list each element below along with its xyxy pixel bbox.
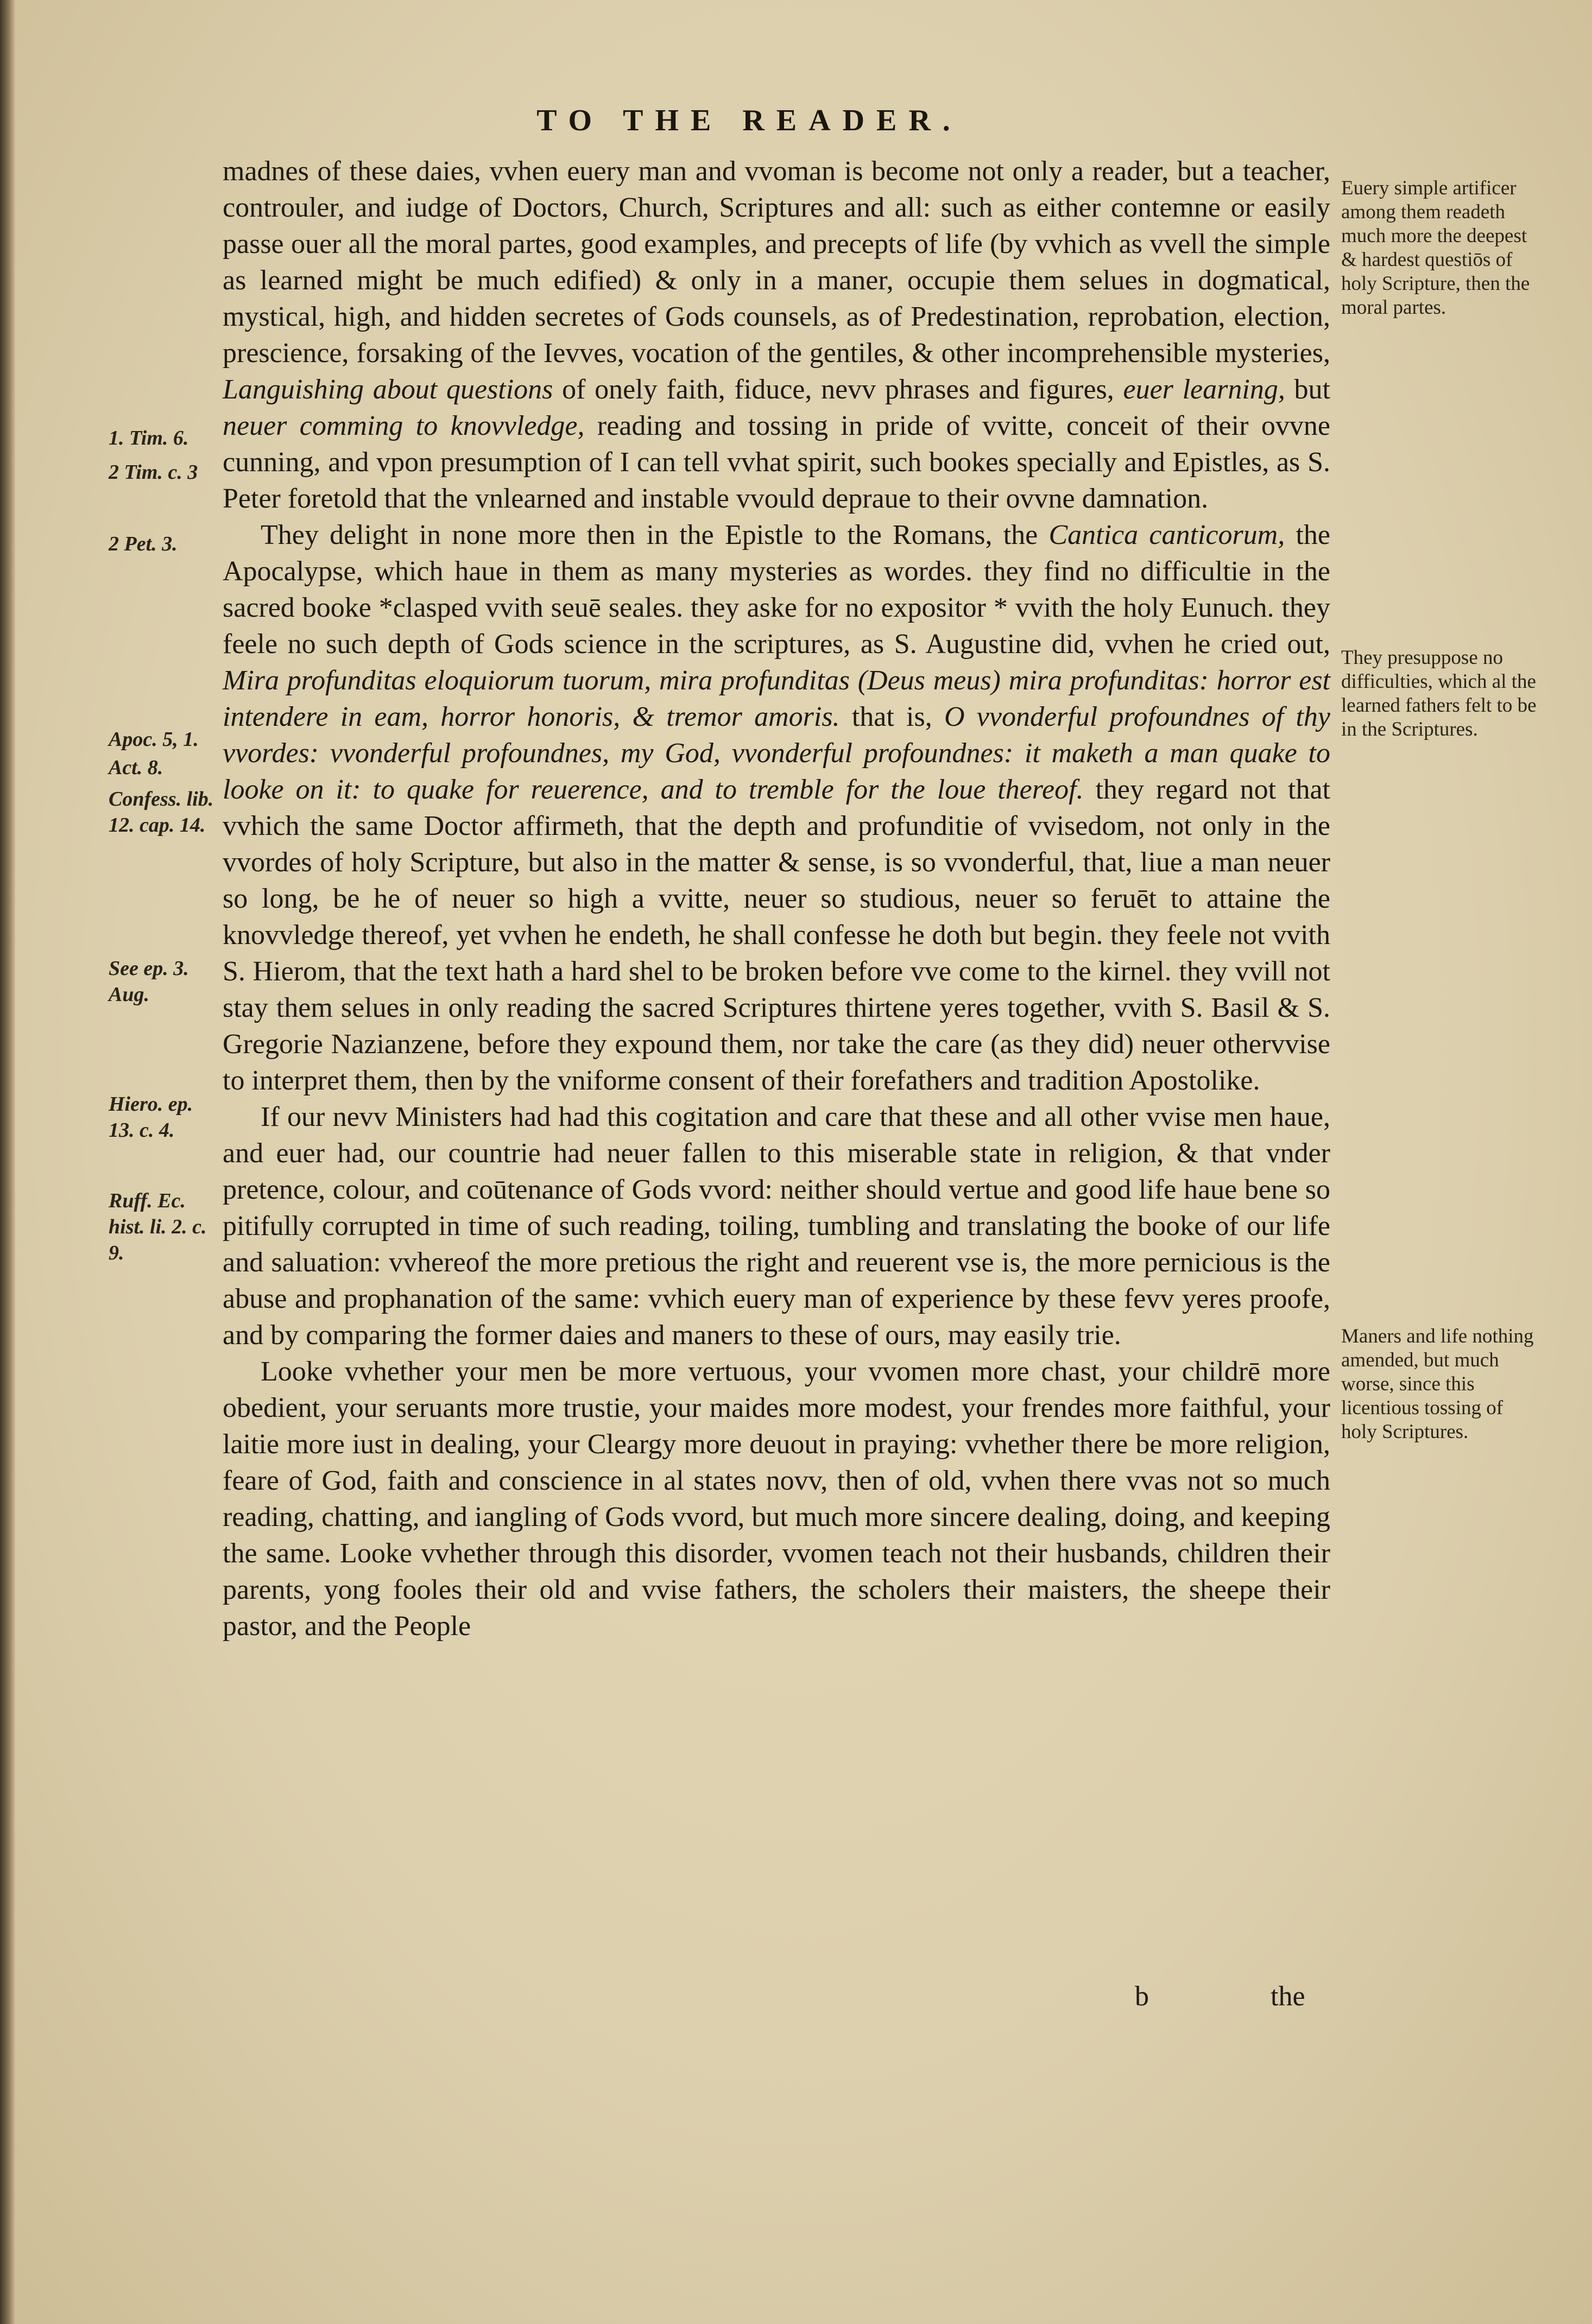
text-run: They delight in none more then in the Epistle to the Romans, the [261,520,1049,550]
binding-gutter [0,0,15,2324]
left-note-act: Act. 8. [109,756,163,779]
left-note-ruff: Ruff. Ec. hist. li. 2. c. 9. [109,1189,207,1264]
italic-quotation: Mira profunditas eloquiorum tuorum, mira profunditas (Deus meus) mira profunditas: horror est intendere in eam, horror honoris, & tremor amoris. [223,665,1330,732]
main-text [223,153,1330,1644]
text-run: that is, [839,701,944,732]
italic-quotation: O vvonderful profoundnes of thy vvordes: vvonderful profoundnes, my God, vvonderful profoundnes: it maketh a man quake to looke on it: to quake for reuerence, and to tremble for the loue thereof. [223,701,1330,805]
page-header: TO THE READER. [536,104,962,137]
paragraph-4 [223,1353,1330,1644]
left-note-1tim: 1. Tim. 6. [109,427,189,449]
paragraph-2 [223,517,1330,1099]
text-run: reading and tossing in pride of vvitte, conceit of their ovvne cunning, and vpon presumption of I can tell vvhat spirit, such bookes specially and Epistles, as S. Peter foretold that the vnlearned and instable vvould depraue to their ovvne damnation. [223,410,1330,514]
text-run: Looke vvhether your men be more vertuous, your vvomen more chast, your childrē more obedient, your seruants more trustie, your maides more modest, your frendes more faithful, your laitie more iust in dealing, your Cleargy more deuout in praying: vvhether there be more religion, feare of God, faith and conscience in al states novv, then of old, vvhen there vvas not so much reading, chatting, and iangling of Gods vvord, but much more sincere dealing, doing, and keeping the same. Looke vvhether through this disorder, vvomen teach not their husbands, children their parents, yong fooles their old and vvise fathers, the scholers their maisters, the sheepe their pastor, and the People [223,1356,1330,1642]
paragraph-1 [223,153,1330,517]
signature-mark: b [1135,1981,1149,2012]
text-run: they regard not that vvhich the same Doctor affirmeth, that the depth and profunditie of vvisedom, not only in the vvordes of holy Scripture, but also in the matter & sense, is so vvonderful, that, liue a man neuer so long, be he of neuer so high a vvitte, neuer so studious, neuer so feruēt to attaine the knovvledge thereof, yet vvhen he endeth, he shall confesse he doth but begin. they feele not vvith S. Hierom, that the text hath a hard shel to be broken before vve come to the kirnel. they vvill not stay them selues in only reading the sacred Scriptures thirtene yeres together, vvith S. Basil & S. Gregorie Nazianzene, before they expound them, nor take the care (as they did) neuer othervvise to interpret them, then by the vniforme consent of their forefathers and tradition Apostolike. [223,774,1330,1096]
paragraph-3 [223,1099,1330,1353]
catchword: the [1271,1981,1305,2012]
left-note-aug: See ep. 3. Aug. [109,957,189,1006]
text-run: of onely faith, fiduce, nevv phrases and figures, [553,374,1123,405]
right-note-maners: Maners and life nothing amended, but much worse, since this licentious tossing of holy Scriptures. [1341,1325,1534,1443]
italic-quotation: euer learning, [1123,374,1285,405]
right-note-difficulties: They presuppose no difficulties, which al the learned fathers felt to be in the Scriptures. [1341,647,1537,740]
text-run: the Apocalypse, which haue in them as many mysteries as wordes. they find no difficultie in the sacred booke *clasped vvith seuē seales. they aske for no expositor * vvith the holy Eunuch. they feele no such depth of Gods science in the scriptures, as S. Augustine did, vvhen he cried out, [223,520,1330,660]
left-note-2pet: 2 Pet. 3. [109,533,178,555]
right-note-simple-artificer: Euery simple artificer among them readeth much more the deepest & hardest questiōs of holy Scripture, then the moral partes. [1341,177,1530,319]
left-note-apoc: Apoc. 5, 1. [109,728,199,751]
italic-quotation: Languishing about questions [223,374,553,405]
text-run: If our nevv Ministers had had this cogitation and care that these and all other vvise men haue, and euer had, our countrie had neuer fallen to this miserable state in religion, & that vnder pretence, colour, and coūtenance of Gods vvord: neither should vertue and good life haue bene so pitifully corrupted in time of such reading, toiling, tumbling and translating the booke of our life and saluation: vvhereof the more pretious the right and reuerent vse is, the more pernicious is the abuse and prophanation of the same: vvhich euery man of experience by these fevv yeres proofe, and by comparing the former daies and maners to these of ours, may easily trie. [223,1101,1330,1351]
left-note-2tim: 2 Tim. c. 3 [109,461,198,484]
italic-quotation: neuer comming to knovvledge, [223,410,585,441]
text-run: but [1285,374,1330,405]
text-run: madnes of these daies, vvhen euery man and vvoman is become not only a reader, but a teacher, controuler, and iudge of Doctors, Church, Scriptures and all: such as either contemne or easily passe ouer all the moral partes, good examples, and precepts of life (by vvhich as vvell the simple as learned might be much edified) & only in a maner, occupie them selues in dogmatical, mystical, high, and hidden secretes of Gods counsels, as of Predestination, reprobation, election, prescience, forsaking of the Ievves, vocation of the gentiles, & other incomprehensible mysteries, [223,156,1330,369]
italic-quotation: Cantica canticorum, [1048,520,1285,550]
left-note-hiero: Hiero. ep. 13. c. 4. [109,1093,193,1142]
left-note-confess: Confess. lib. 12. cap. 14. [109,788,214,837]
